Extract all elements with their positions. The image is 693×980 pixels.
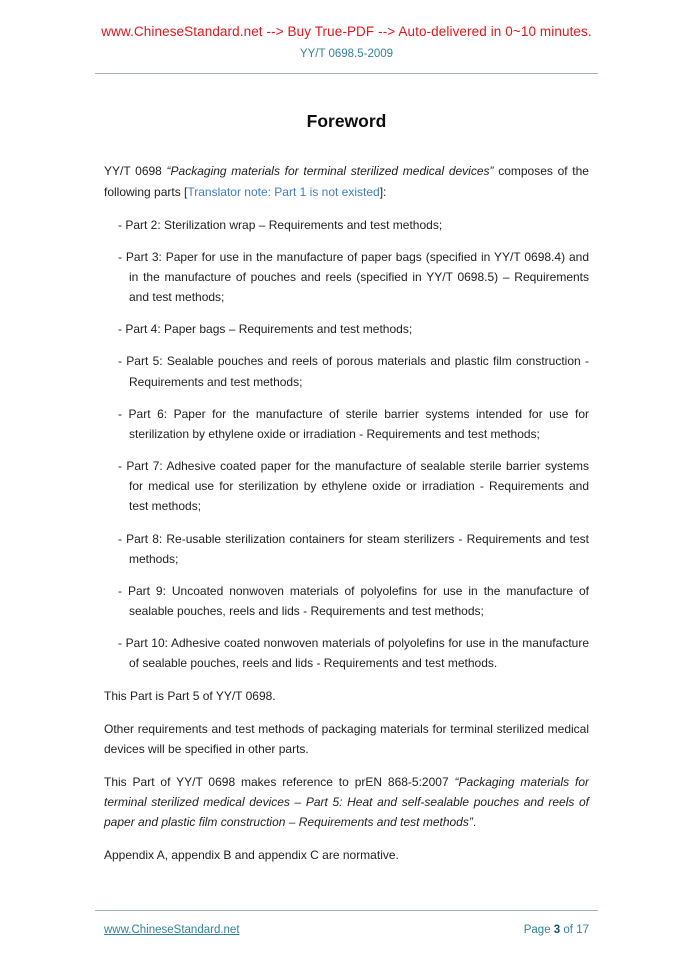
page-header: [0, 24, 693, 74]
list-item-part-9: - Part 9: Uncoated nonwoven materials of polyolefins for use in the manufacture of sealable pouches, reels and lids - Requirements and test methods;: [118, 583, 589, 619]
reference-text-2: .: [472, 815, 477, 830]
promo-banner: www.ChineseStandard.net --> Buy True-PDF --> Auto-delivered in 0~10 minutes.: [101, 24, 592, 39]
footer-row: [0, 924, 693, 936]
reference-text-1: This Part of YY/T 0698 makes reference to prEN 868-5:2007: [104, 774, 455, 789]
list-item-part-4: - Part 4: Paper bags – Requirements and test methods;: [118, 322, 413, 337]
intro-text-3: ]:: [379, 184, 387, 199]
page-number: 3: [553, 924, 561, 936]
intro-text-1: YY/T 0698: [104, 164, 167, 179]
page-indicator: [524, 924, 589, 936]
foreword-title: Foreword: [306, 111, 387, 131]
list-item-part-6: - Part 6: Paper for the manufacture of sterile barrier systems intended for use for sterilization by ethylene oxide or irradiation - Requirements and test methods;: [118, 406, 589, 441]
footer-divider: [95, 910, 598, 911]
intro-text-2: composes of the following parts [: [104, 164, 589, 199]
of-label: of: [563, 924, 573, 936]
list-item-part-7: - Part 7: Adhesive coated paper for the manufacture of sealable sterile barrier systems for medical use for sterilization by ethylene oxide or irradiation - Requirements and test methods;: [118, 459, 589, 514]
parts-list: [104, 215, 589, 674]
intro-quoted-title: “Packaging materials for terminal sterilized medical devices”: [166, 164, 494, 179]
other-parts-paragraph: Other requirements and test methods of packaging materials for terminal sterilized medical devices will be specified in other parts.: [104, 721, 589, 756]
list-item-part-8: - Part 8: Re-usable sterilization containers for steam sterilizers - Requirements and test methods;: [118, 531, 589, 566]
list-item-part-2: - Part 2: Sterilization wrap – Requirements and test methods;: [118, 217, 443, 232]
standard-number: YY/T 0698.5-2009: [299, 48, 394, 60]
list-item-part-3: - Part 3: Paper for use in the manufacture of paper bags (specified in YY/T 0698.4) and in the manufacture of pouches and reels (specified in YY/T 0698.5) – Requirements and test methods;: [118, 249, 589, 305]
intro-paragraph: [104, 161, 589, 201]
page-footer: [0, 910, 693, 980]
part-statement-paragraph: This Part is Part 5 of YY/T 0698.: [104, 688, 276, 703]
list-item-part-5: - Part 5: Sealable pouches and reels of porous materials and plastic film construction - Requirements and test methods;: [118, 354, 589, 389]
document-content: [0, 74, 693, 879]
translator-note: Translator note: Part 1 is not existed: [187, 184, 380, 199]
reference-quoted-title: “Packaging materials for terminal sterilized medical devices – Part 5: Heat and self-sealable pouches and reels of paper and plastic film construction – Requirements and test methods”: [104, 774, 589, 830]
list-item-part-10: - Part 10: Adhesive coated nonwoven materials of polyolefins for use in the manufacture of sealable pouches, reels and lids - Requirements and test methods.: [118, 636, 589, 671]
page-label: Page: [523, 924, 551, 936]
reference-paragraph: [104, 772, 589, 832]
appendix-paragraph: Appendix A, appendix B and appendix C are normative.: [104, 848, 399, 863]
total-pages: 17: [576, 924, 589, 936]
footer-link[interactable]: www.ChineseStandard.net: [104, 924, 240, 936]
